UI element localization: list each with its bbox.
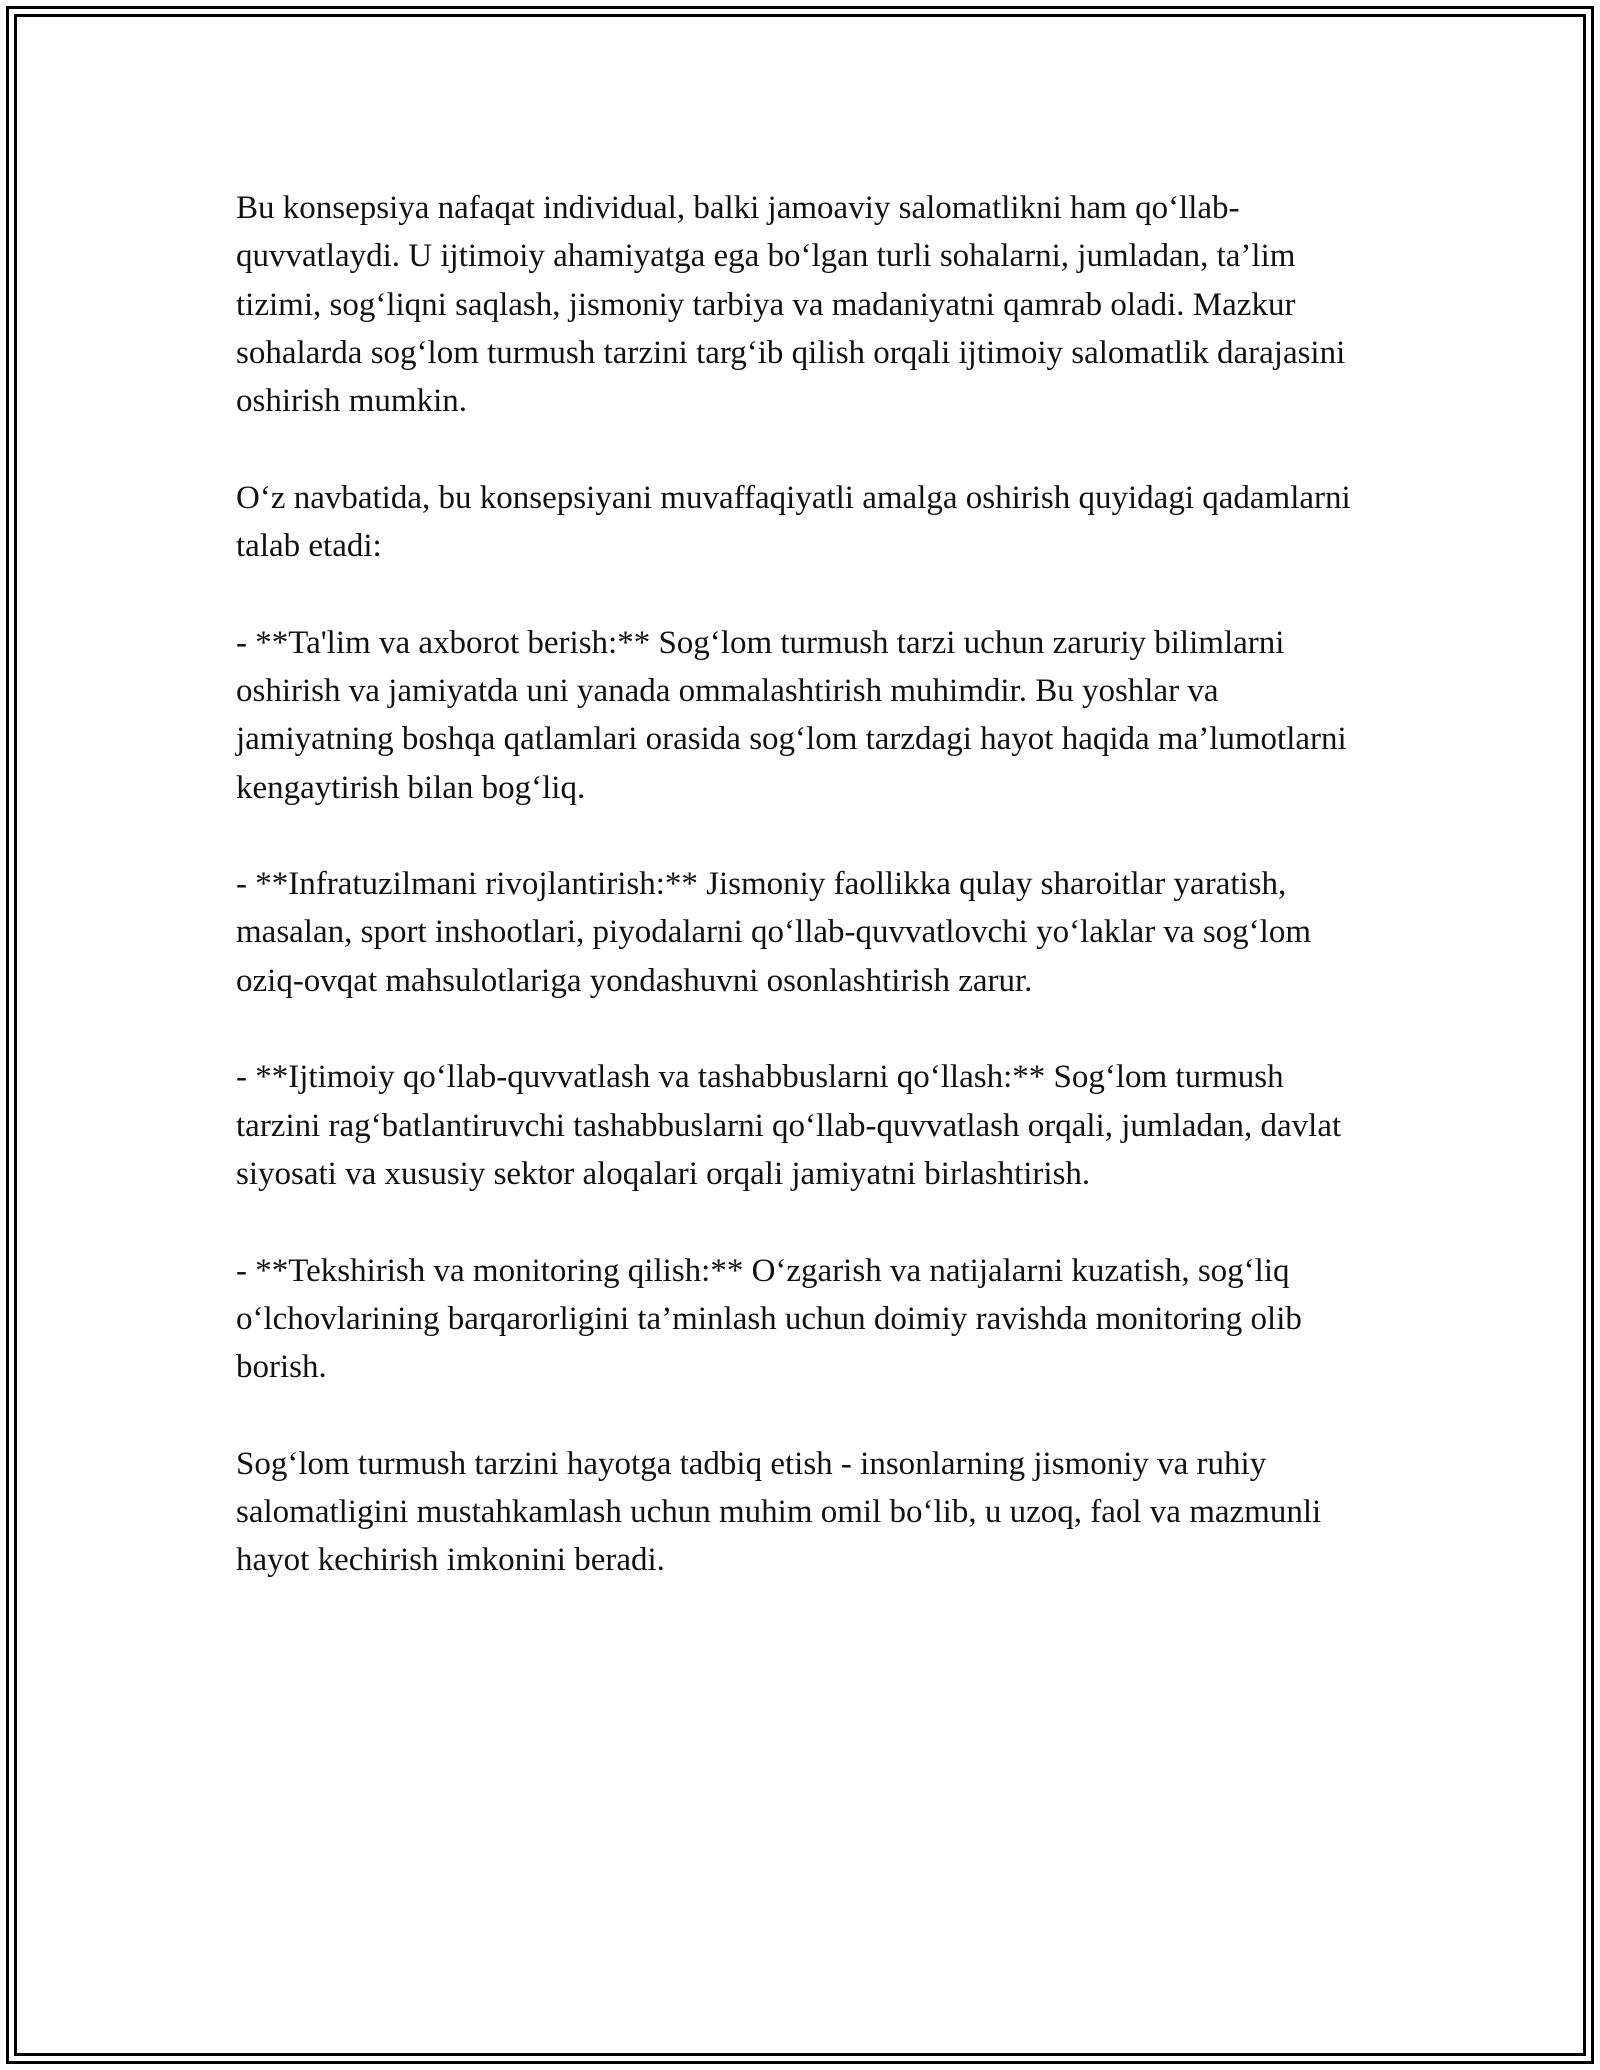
paragraph-intro: Bu konsepsiya nafaqat individual, balki jamoaviy salomatlikni ham qo‘llab-quvvatlaydi. U ijtimoiy ahamiyatga ega bo‘lgan turli sohalarni, jumladan, ta’lim tizimi, sog‘liqni saqlash, jismoniy tarbiya va madaniyatni qamrab oladi. Mazkur sohalarda sog‘lom turmush tarzini targ‘ib qilish orqali ijtimoiy salomatlik darajasini oshirish mumkin.: [236, 190, 1346, 420]
paragraph-steps-intro: O‘z navbatida, bu konsepsiyani muvaffaqiyatli amalga oshirish quyidagi qadamlarni talab etadi:: [236, 479, 1351, 565]
paragraph-conclusion: Sog‘lom turmush tarzini hayotga tadbiq etish - insonlarning jismoniy va ruhiy salomatligini mustahkamlash uchun muhim omil bo‘lib, u uzoq, faol va mazmunli hayot kechirish imkonini beradi.: [236, 1445, 1322, 1579]
list-item-education: - **Ta'lim va axborot berish:** Sog‘lom turmush tarzi uchun zaruriy bilimlarni oshirish va jamiyatda uni yanada ommalashtirish muhimdir. Bu yoshlar va jamiyatning boshqa qatlamlari orasida sog‘lom tarzdagi hayot haqida ma’lumotlarni kengaytirish bilan bog‘liq.: [236, 624, 1347, 806]
list-item-social-support: - **Ijtimoiy qo‘llab-quvvatlash va tashabbuslarni qo‘llash:** Sog‘lom turmush tarzini rag‘batlantiruvchi tashabbuslarni qo‘llab-quvvatlash orqali, jumladan, davlat siyosati va xususiy sektor aloqalari orqali jamiyatni birlashtirish.: [236, 1059, 1342, 1192]
list-item-infrastructure: - **Infratuzilmani rivojlantirish:** Jismoniy faollikka qulay sharoitlar yaratish, masalan, sport inshootlari, piyodalarni qo‘llab-quvvatlovchi yo‘laklar va sog‘lom oziq-ovqat mahsulotlariga yondashuvni osonlashtirish zarur.: [236, 866, 1311, 999]
list-item-monitoring: - **Tekshirish va monitoring qilish:** O‘zgarish va natijalarni kuzatish, sog‘liq o‘lchovlarining barqarorligini ta’minlash uchun doimiy ravishda monitoring olib borish.: [236, 1252, 1302, 1386]
document-body: [236, 184, 1361, 1585]
